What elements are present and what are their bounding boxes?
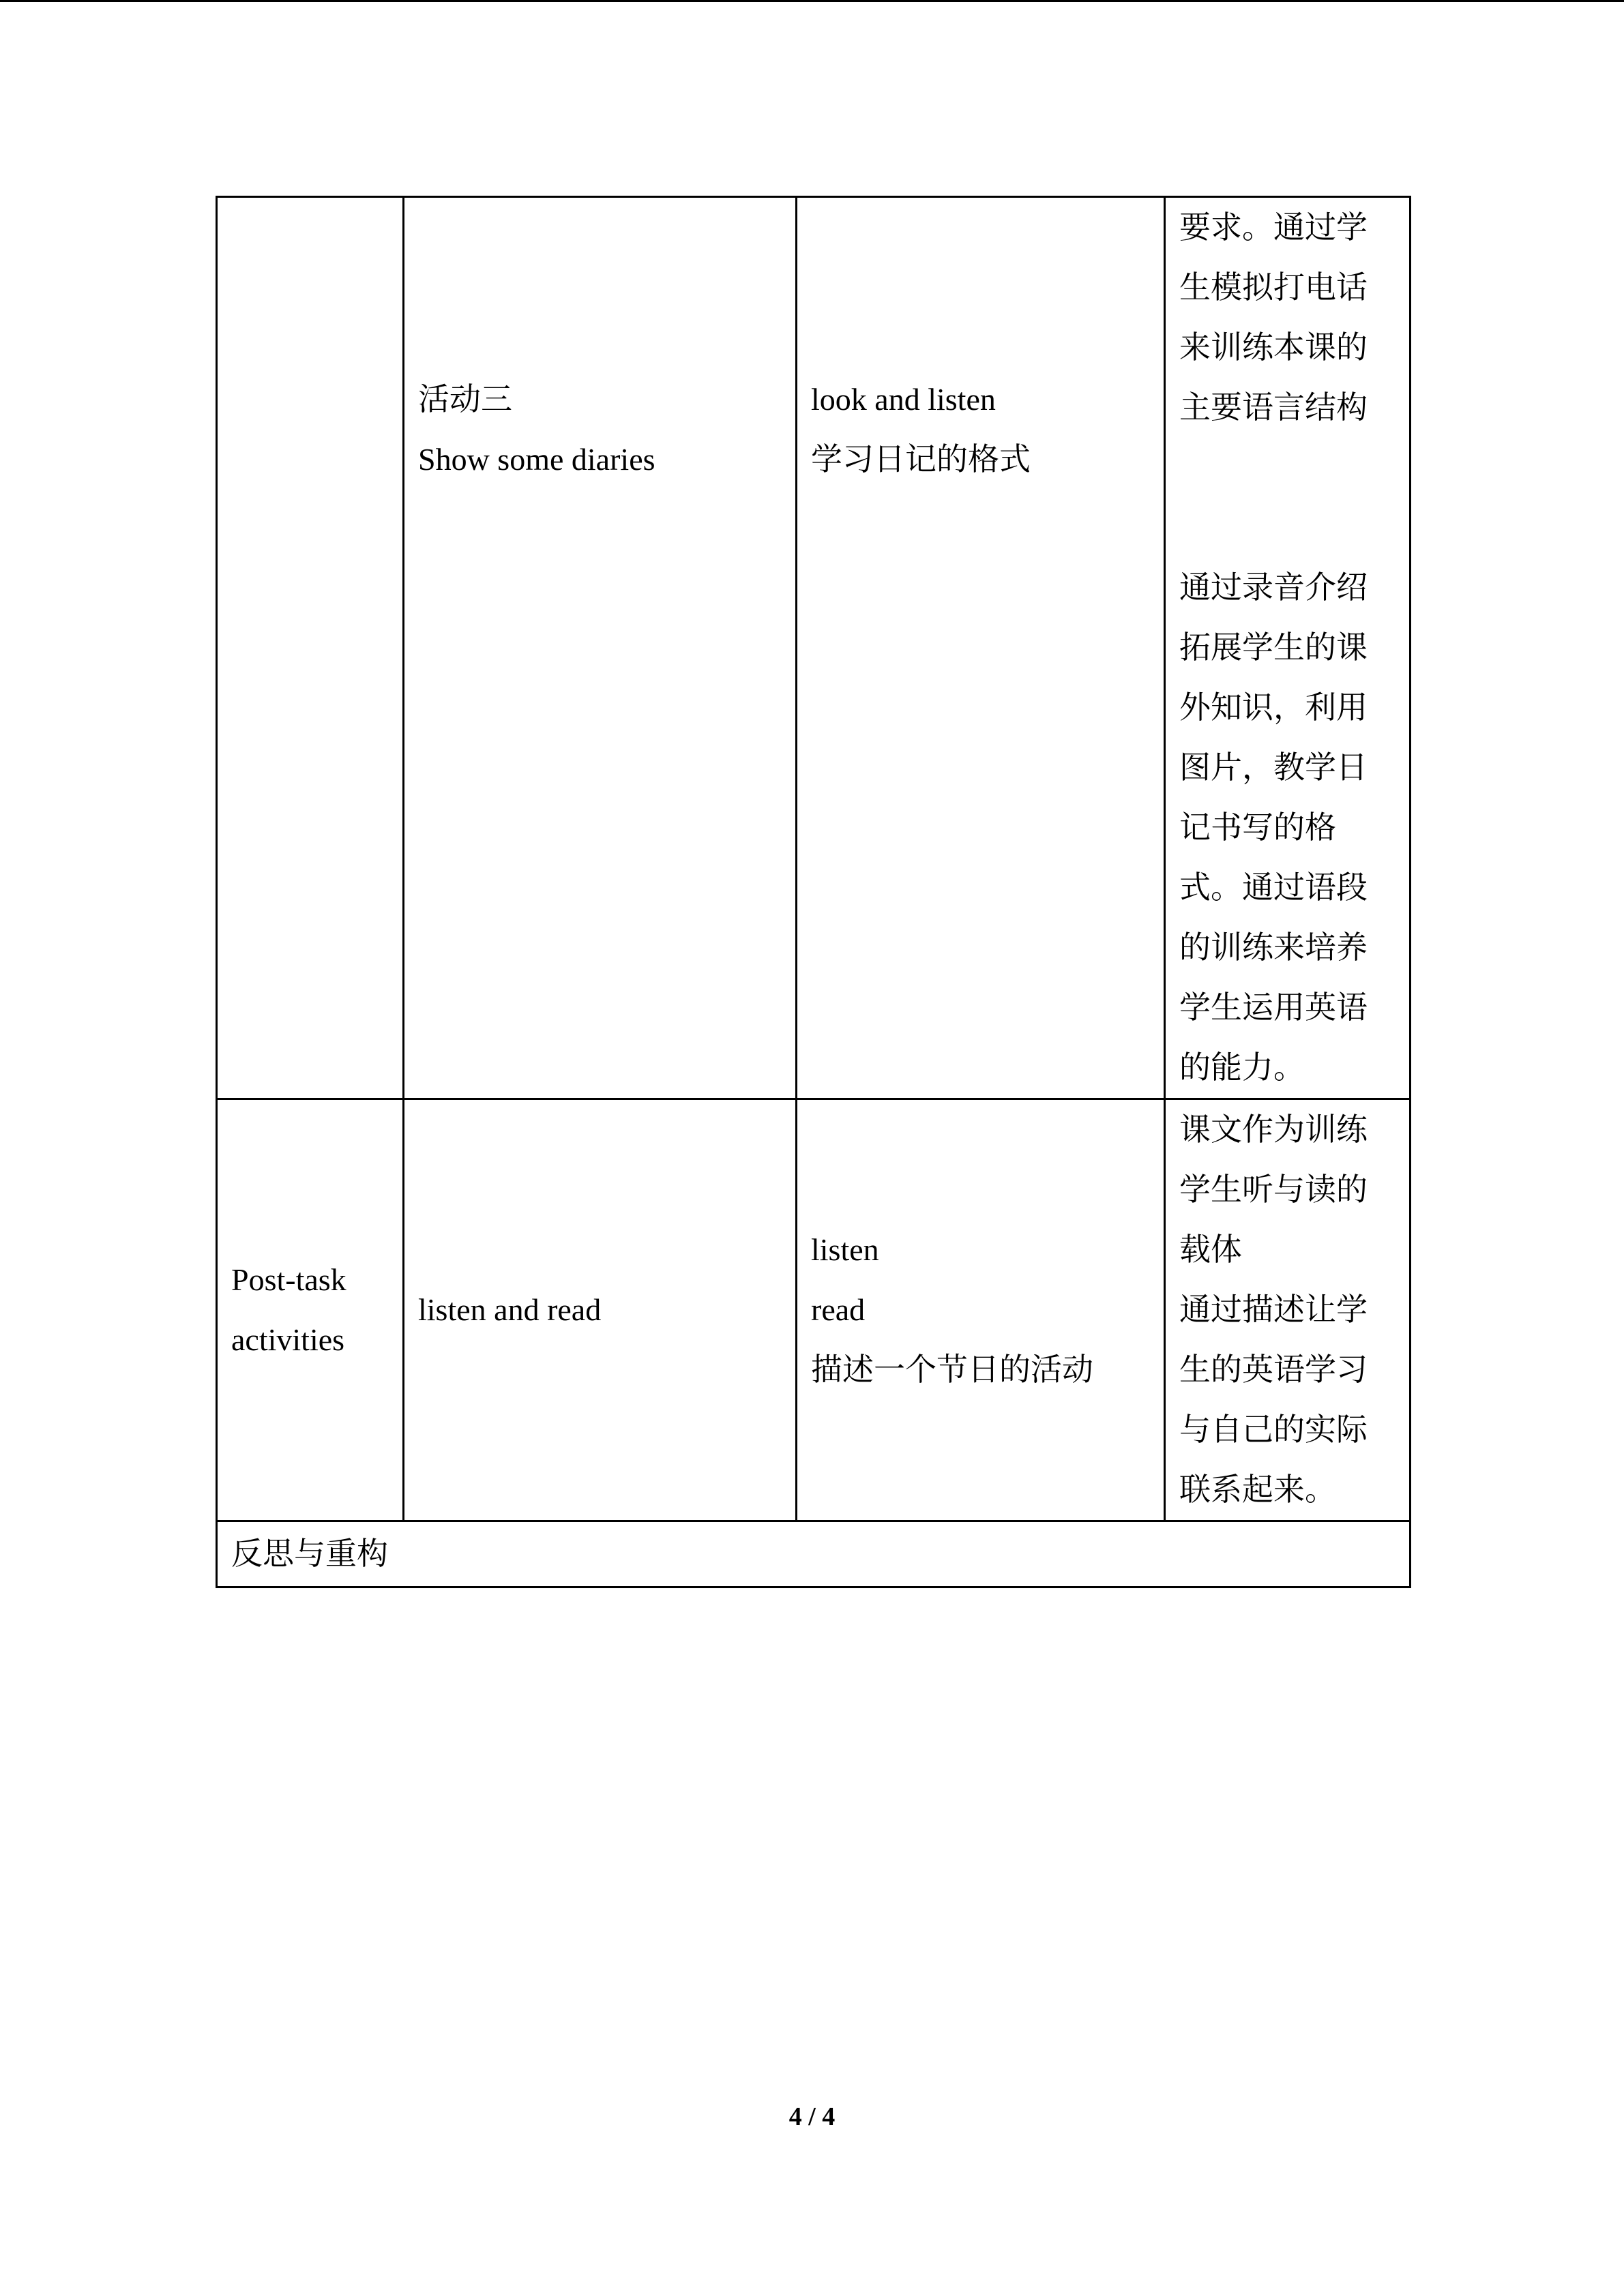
purpose-line: 记书写的格 [1179,810,1336,845]
purpose-line: 通过录音介绍 [1179,570,1368,605]
activity-title: 活动三 [418,382,512,417]
student-activity-line: look and listen [811,382,996,417]
stage-line: Post-task [231,1262,346,1297]
student-activity-line: 学习日记的格式 [811,442,1031,477]
purpose-line: 拓展学生的课 [1179,630,1368,665]
purpose-line: 式。通过语段 [1179,870,1368,905]
purpose-line: 联系起来。 [1179,1472,1336,1507]
purpose-cell [1165,197,1411,1099]
page-number: 4 / 4 [788,2102,836,2131]
stage-line: activities [231,1322,345,1357]
student-activity-line: 描述一个节日的活动 [811,1352,1093,1387]
student-activity-cell [797,1099,1165,1521]
top-border-line [0,0,1624,2]
purpose-line: 主要语言结构 [1179,390,1368,425]
purpose-line: 课文作为训练 [1179,1112,1368,1147]
activity-text: Show some diaries [418,442,655,477]
spacer [1179,438,1396,558]
purpose-line: 载体 [1179,1232,1242,1267]
activity-cell [404,197,797,1099]
purpose-line: 学生听与读的 [1179,1172,1368,1207]
table-row [217,1521,1411,1587]
student-activity-line: read [811,1292,866,1327]
activity-cell [404,1099,797,1521]
stage-cell [217,197,404,1099]
purpose-line: 要求。通过学 [1179,210,1368,245]
reflection-cell: 反思与重构 [217,1521,1411,1587]
table-row [217,1099,1411,1521]
purpose-line: 外知识，利用 [1179,690,1368,725]
purpose-line: 的能力。 [1179,1050,1305,1085]
student-activity-cell [797,197,1165,1099]
purpose-line: 通过描述让学 [1179,1292,1368,1327]
activity-text: listen and read [418,1292,602,1327]
purpose-line: 生的英语学习 [1179,1352,1368,1387]
purpose-line: 生模拟打电话 [1179,270,1368,305]
lesson-plan-table [216,196,1411,1588]
stage-cell [217,1099,404,1521]
purpose-line: 来训练本课的 [1179,330,1368,365]
purpose-cell [1165,1099,1411,1521]
purpose-line: 与自己的实际 [1179,1412,1368,1447]
purpose-line: 图片，教学日 [1179,750,1368,785]
purpose-line: 的训练来培养 [1179,930,1368,965]
student-activity-line: listen [811,1232,879,1267]
purpose-line: 学生运用英语 [1179,990,1368,1025]
table-row [217,197,1411,1099]
